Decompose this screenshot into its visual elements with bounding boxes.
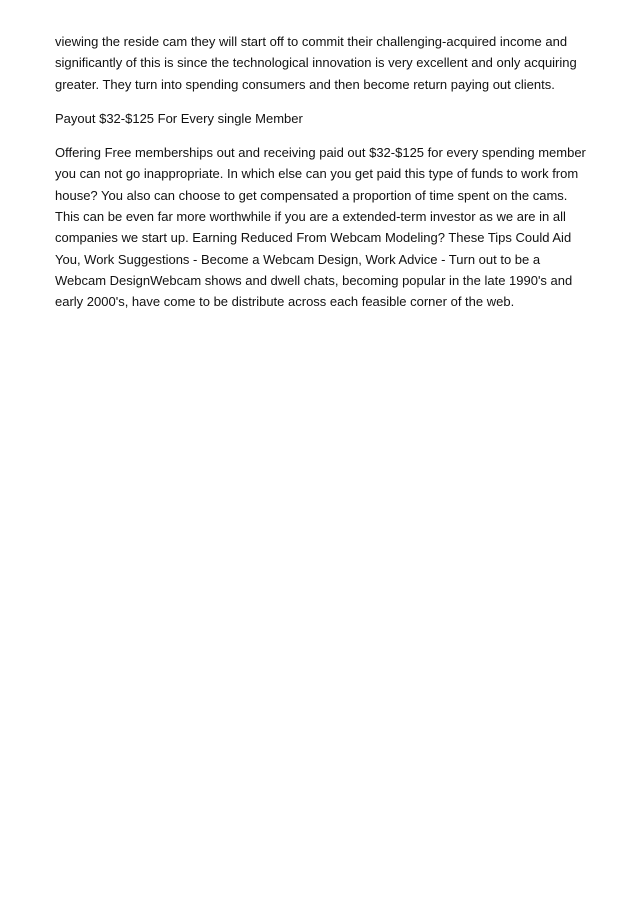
document-body <box>55 31 595 313</box>
section-heading <box>55 108 595 129</box>
text-line: You, Work Suggestions - Become a Webcam Design, Work Advice - Turn out to be a <box>55 251 541 267</box>
text-line: Offering Free memberships out and receiving paid out $32-$125 for every spending member <box>55 145 586 161</box>
paragraph-intro <box>55 31 595 95</box>
text-line: you can not go inappropriate. In which else can you get paid this type of funds to work from <box>55 166 579 182</box>
paragraph-spacing <box>55 129 595 142</box>
text-line: house? You also can choose to get compensated a proportion of time spent on the cams. <box>55 187 568 203</box>
paragraph-main <box>55 142 595 312</box>
text-line: significantly of this is since the technological innovation is very excellent and only acquiring <box>55 55 577 71</box>
paragraph-spacing <box>55 95 595 108</box>
text-line: companies we start up. Earning Reduced From Webcam Modeling? These Tips Could Aid <box>55 230 572 246</box>
text-line: early 2000's, have come to be distribute across each feasible corner of the web. <box>55 294 515 310</box>
text-line: greater. They turn into spending consumers and then become return paying out clients. <box>55 76 555 92</box>
text-line: Webcam DesignWebcam shows and dwell chats, becoming popular in the late 1990's and <box>55 272 573 288</box>
text-line: This can be even far more worthwhile if you are a extended-term investor as we are in all <box>55 209 566 225</box>
section-heading-text: Payout $32-$125 For Every single Member <box>55 110 303 126</box>
text-line: viewing the reside cam they will start off to commit their challenging-acquired income and <box>55 34 568 49</box>
